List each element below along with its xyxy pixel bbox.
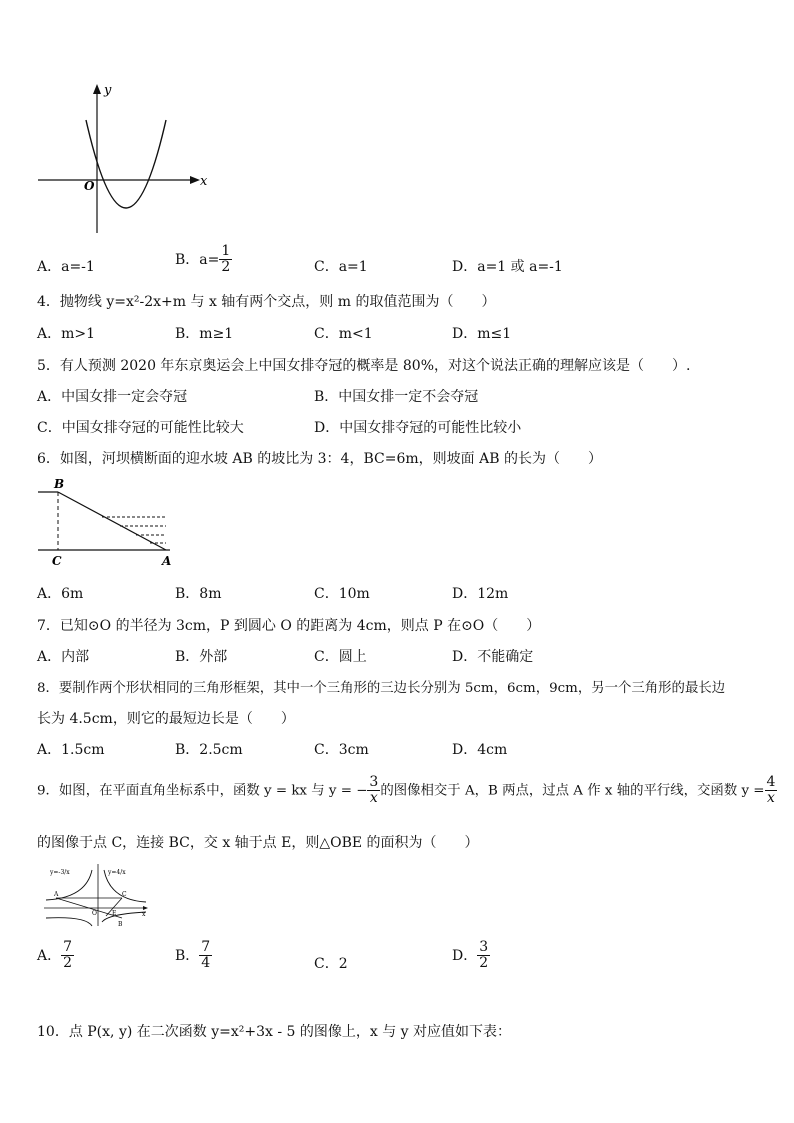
q6-option-c: C．10m	[314, 586, 370, 602]
q9-option-a: A． $\frac{7}{2}$	[37, 939, 73, 972]
q8-option-a: A．1.5cm	[37, 742, 105, 758]
q7-option-c: C．圆上	[314, 649, 367, 665]
dam-cross-section-figure	[36, 476, 176, 568]
q3-option-c: C．a=1	[314, 259, 368, 275]
q7-stem: 7．已知⊙O 的半径为 3cm，P 到圆心 O 的距离为 4cm，则点 P 在⊙O（ ）	[37, 618, 541, 634]
q8-option-b: B．2.5cm	[175, 742, 243, 758]
parabola-figure	[30, 78, 220, 238]
q4-option-a: A．m>1	[37, 326, 96, 342]
q6-option-b: B．8m	[175, 586, 222, 602]
q9-option-b: B． $\frac{7}{4}$	[175, 939, 211, 972]
q6-stem: 6．如图，河坝横断面的迎水坡 AB 的坡比为 3：4，BC=6m，则坡面 AB 的长为（ ）	[37, 451, 602, 467]
q5-stem: 5．有人预测 2020 年东京奥运会上中国女排夺冠的概率是 80%，对这个说法正确的理解应该是（ ）.	[37, 358, 691, 374]
q9-stem-line1	[37, 775, 777, 807]
q9-option-c: C．2	[314, 956, 348, 972]
q8-option-d: D．4cm	[452, 742, 508, 758]
point-c-label: C	[52, 554, 62, 568]
q8-stem-line2: 长为 4.5cm，则它的最短边长是（ ）	[37, 711, 295, 727]
label-f1: y=-3/x	[50, 869, 70, 876]
q3-option-b-fraction: $\frac{1}{2}$	[221, 243, 231, 276]
q9-stem-part-a: 9．如图，在平面直角坐标系中，函数 y = kx 与 y = −	[37, 783, 368, 799]
origin-label: O	[84, 179, 95, 193]
label-b: B	[118, 921, 123, 928]
label-x: x	[142, 911, 146, 918]
q9-stem-part-b: 的图像相交于 A，B 两点，过点 A 作 x 轴的平行线，交函数 y =	[380, 783, 765, 799]
q4-stem: 4．抛物线 y=x²-2x+m 与 x 轴有两个交点，则 m 的取值范围为（ ）	[37, 294, 496, 310]
q10-stem: 10．点 P(x, y) 在二次函数 y=x²+3x - 5 的图像上，x 与 y 对应值如下表：	[37, 1024, 512, 1040]
q9-option-d: D． $\frac{3}{2}$	[452, 939, 489, 972]
q9-option-b-fraction: $\frac{7}{4}$	[201, 939, 211, 972]
label-e: E	[112, 910, 117, 917]
q3-option-a: A．a=-1	[37, 259, 95, 275]
y-axis-label: y	[104, 83, 112, 98]
label-o: O	[92, 910, 97, 917]
q8-stem-line1: 8．要制作两个形状相同的三角形框架，其中一个三角形的三边长分别为 5cm，6cm，9cm，另一个三角形的最长边	[37, 681, 726, 696]
q7-option-d: D．不能确定	[452, 649, 534, 665]
q5-option-c: C．中国女排夺冠的可能性比较大	[37, 420, 244, 436]
point-b-label: B	[54, 477, 65, 491]
x-axis-label: x	[200, 174, 208, 189]
q4-option-d: D．m≤1	[452, 326, 512, 342]
q3-option-b	[175, 244, 232, 276]
hyperbola-figure	[42, 860, 152, 930]
q7-option-b: B．外部	[175, 649, 228, 665]
q5-option-d: D．中国女排夺冠的可能性比较小	[314, 420, 522, 436]
q5-option-b: B．中国女排一定不会夺冠	[314, 389, 479, 405]
label-c: C	[122, 891, 127, 898]
q4-option-c: C．m<1	[314, 326, 373, 342]
q9-fraction-1: $\frac{3}{x}$	[369, 774, 379, 807]
q9-option-a-fraction: $\frac{7}{2}$	[63, 939, 73, 972]
q6-option-d: D．12m	[452, 586, 509, 602]
point-a-label: A	[162, 554, 172, 568]
q5-option-a: A．中国女排一定会夺冠	[37, 389, 188, 405]
q9-stem-line2: 的图像于点 C，连接 BC，交 x 轴于点 E，则△OBE 的面积为（ ）	[37, 835, 479, 851]
q3-option-d: D．a=1 或 a=-1	[452, 259, 563, 275]
label-a: A	[54, 891, 59, 898]
q9-option-d-fraction: $\frac{3}{2}$	[479, 939, 489, 972]
q7-option-a: A．内部	[37, 649, 90, 665]
q6-option-a: A．6m	[37, 586, 84, 602]
q9-fraction-2: $\frac{4}{x}$	[766, 774, 776, 807]
q8-option-c: C．3cm	[314, 742, 369, 758]
label-f2: y=4/x	[108, 869, 126, 876]
q3-option-b-label: B．a=	[175, 251, 220, 268]
q4-option-b: B．m≥1	[175, 326, 234, 342]
